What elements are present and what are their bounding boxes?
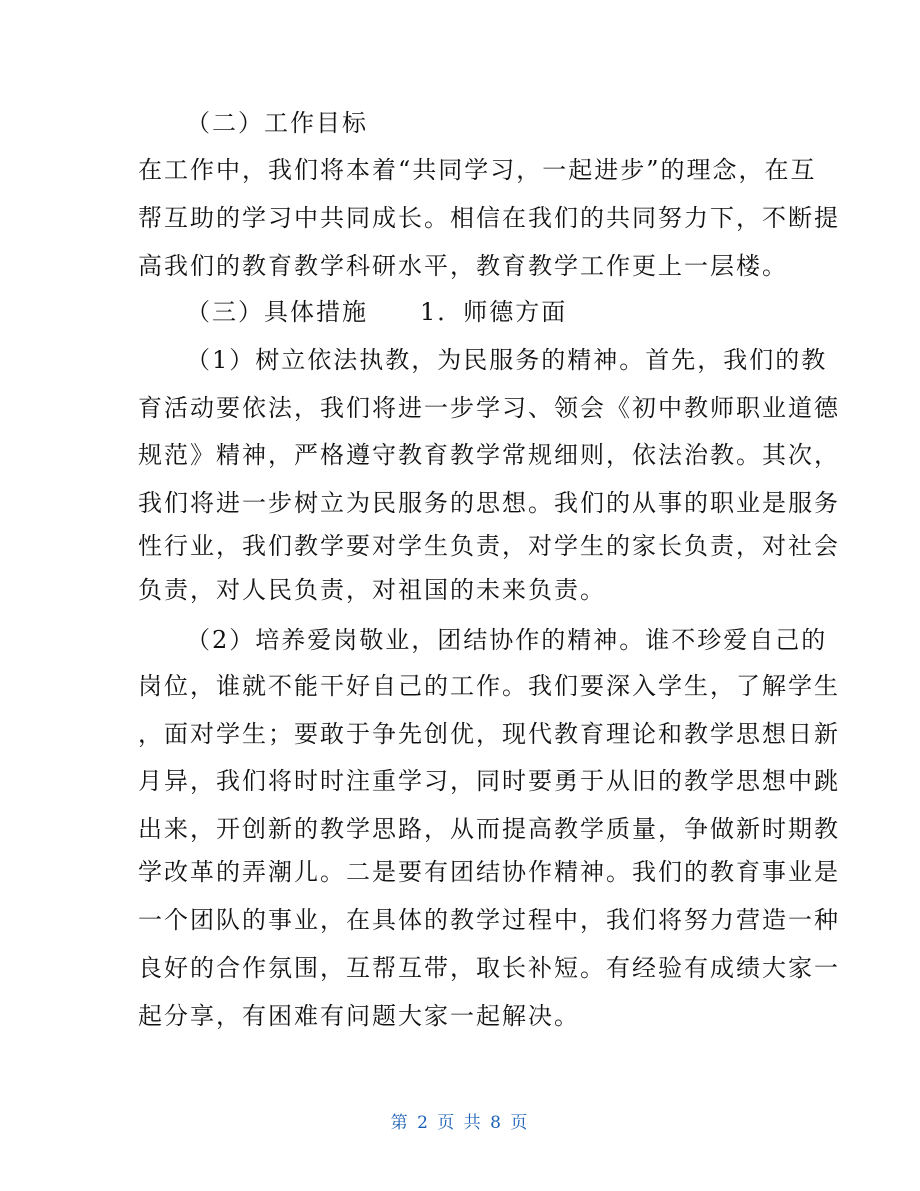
para2-line-3: ，面对学生；要敢于争先创优，现代教育理论和教学思想日新 <box>138 720 840 748</box>
section-heading-measures-row <box>186 297 567 327</box>
para2-line-2: 岗位，谁就不能干好自己的工作。我们要深入学生，了解学生 <box>138 672 840 700</box>
goal-text-line-3: 高我们的教育教学科研水平，教育教学工作更上一层楼。 <box>138 252 788 280</box>
para1-line-1: （1）树立依法执教，为民服务的精神。首先，我们的教 <box>186 346 828 374</box>
para2-line-1: （2）培养爱岗敬业，团结协作的精神。谁不珍爱自己的 <box>186 626 828 654</box>
para2-line-9: 起分享，有困难有问题大家一起解决。 <box>138 1002 580 1030</box>
para2-line-4: 月异，我们将时时注重学习，同时要勇于从旧的教学思想中跳 <box>138 767 840 795</box>
para1-line-4: 我们将进一步树立为民服务的思想。我们的从事的职业是服务 <box>138 489 840 517</box>
para1-line-6: 负责，对人民负责，对祖国的未来负责。 <box>138 576 606 604</box>
para2-line-6: 学改革的弄潮儿。二是要有团结协作精神。我们的教育事业是 <box>138 858 840 886</box>
para2-line-8: 良好的合作氛围，互帮互带，取长补短。有经验有成绩大家一 <box>138 954 840 982</box>
section-heading-measures: （三）具体措施 <box>186 298 368 326</box>
section-heading-goal: （二）工作目标 <box>186 109 368 137</box>
para1-line-5: 性行业，我们教学要对学生负责，对学生的家长负责，对社会 <box>138 532 840 560</box>
subheading-ethics: 1．师德方面 <box>420 298 568 326</box>
para1-line-3: 规范》精神，严格遵守教育教学常规细则，依法治教。其次， <box>138 441 840 469</box>
para1-line-2: 育活动要依法，我们将进一步学习、领会《初中教师职业道德 <box>138 394 840 422</box>
goal-text-line-1: 在工作中，我们将本着“共同学习，一起进步”的理念，在互 <box>138 156 817 184</box>
para2-line-5: 出来，开创新的教学思路，从而提高教学质量，争做新时期教 <box>138 815 840 843</box>
page-number-footer: 第 2 页 共 8 页 <box>390 1113 530 1133</box>
goal-text-line-2: 帮互助的学习中共同成长。相信在我们的共同努力下，不断提 <box>138 204 840 232</box>
para2-line-7: 一个团队的事业，在具体的教学过程中，我们将努力营造一种 <box>138 906 840 934</box>
